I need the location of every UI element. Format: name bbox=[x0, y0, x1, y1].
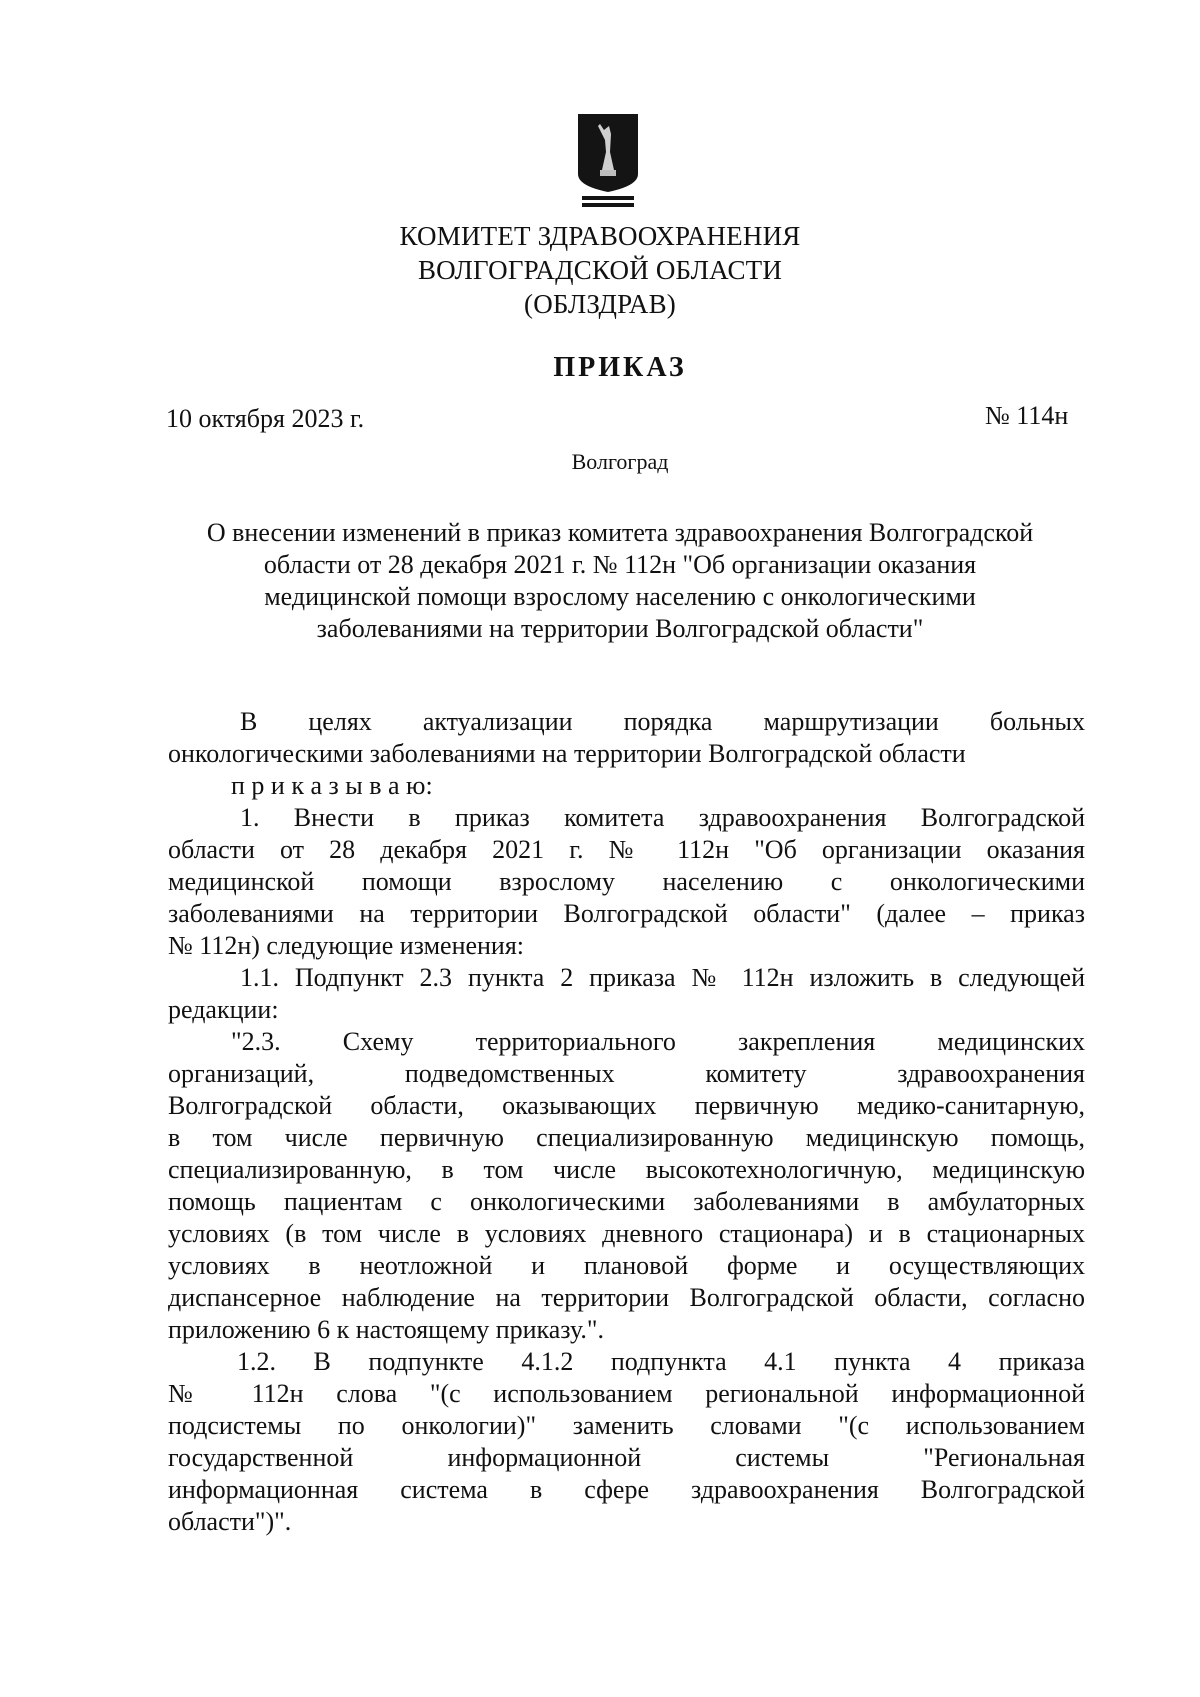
body-line: помощь пациентам с онкологическими заболеваниями в амбулаторных bbox=[168, 1187, 1085, 1216]
title-line: медицинской помощи взрослому населению с онкологическими bbox=[264, 582, 976, 611]
document-type-heading: ПРИКАЗ bbox=[553, 352, 687, 383]
document-date: 10 октября 2023 г. bbox=[166, 404, 365, 433]
title-line: области от 28 декабря 2021 г. № 112н "Об организации оказания bbox=[263, 550, 977, 579]
body-line: "2.3. Схему территориального закрепления медицинских bbox=[231, 1027, 1085, 1056]
body-line: диспансерное наблюдение на территории Волгоградской области, согласно bbox=[168, 1283, 1085, 1312]
body-line: условиях (в том числе в условиях дневного стационара) и в стационарных bbox=[168, 1219, 1085, 1248]
body-line: подсистемы по онкологии)" заменить словами "(с использованием bbox=[168, 1411, 1085, 1440]
document-city: Волгоград bbox=[571, 449, 669, 474]
org-name-line3: (ОБЛЗДРАВ) bbox=[524, 289, 676, 319]
body-line: условиях в неотложной и плановой форме и осуществляющих bbox=[168, 1251, 1085, 1280]
body-line: онкологическими заболеваниями на территории Волгоградской области bbox=[168, 739, 966, 768]
title-line: О внесении изменений в приказ комитета здравоохранения Волгоградской bbox=[206, 518, 1034, 547]
body-line: Волгоградской области, оказывающих первичную медико-санитарную, bbox=[168, 1091, 1085, 1120]
body-line: в том числе первичную специализированную медицинскую помощь, bbox=[168, 1123, 1085, 1152]
body-line: организаций, подведомственных комитету здравоохранения bbox=[168, 1059, 1085, 1088]
body-line: 1.2. В подпункте 4.1.2 подпункта 4.1 пункта 4 приказа bbox=[237, 1347, 1085, 1376]
document-number: № 114н bbox=[985, 401, 1069, 430]
document-body bbox=[168, 706, 1085, 1538]
body-line: информационная система в сфере здравоохранения Волгоградской bbox=[168, 1475, 1085, 1504]
org-name-line1: КОМИТЕТ ЗДРАВООХРАНЕНИЯ bbox=[399, 221, 801, 251]
document-title bbox=[150, 517, 1090, 645]
body-line: № 112н) следующие изменения: bbox=[168, 931, 525, 960]
body-line: 1.1. Подпункт 2.3 пункта 2 приказа № 112н изложить в следующей bbox=[240, 963, 1085, 992]
body-line: области")". bbox=[168, 1507, 292, 1536]
body-line: области от 28 декабря 2021 г. № 112н "Об организации оказания bbox=[168, 835, 1085, 864]
body-line: редакции: bbox=[168, 995, 279, 1024]
body-line: медицинской помощи взрослому населению с онкологическими bbox=[168, 867, 1085, 896]
body-line: приложению 6 к настоящему приказу.". bbox=[168, 1315, 605, 1344]
body-line: № 112н слова "(с использованием региональной информационной bbox=[168, 1379, 1085, 1408]
coat-of-arms-emblem bbox=[576, 112, 640, 212]
org-name-line2: ВОЛГОГРАДСКОЙ ОБЛАСТИ bbox=[417, 255, 783, 285]
body-line: п р и к а з ы в а ю: bbox=[231, 771, 433, 800]
body-line: В целях актуализации порядка маршрутизации больных bbox=[240, 707, 1085, 736]
title-line: заболеваниями на территории Волгоградской области" bbox=[316, 614, 924, 643]
body-line: заболеваниями на территории Волгоградской области" (далее – приказ bbox=[168, 899, 1085, 928]
body-line: специализированную, в том числе высокотехнологичную, медицинскую bbox=[168, 1155, 1085, 1184]
body-line: государственной информационной системы "Региональная bbox=[168, 1443, 1085, 1472]
body-line: 1. Внести в приказ комитета здравоохранения Волгоградской bbox=[240, 803, 1085, 832]
